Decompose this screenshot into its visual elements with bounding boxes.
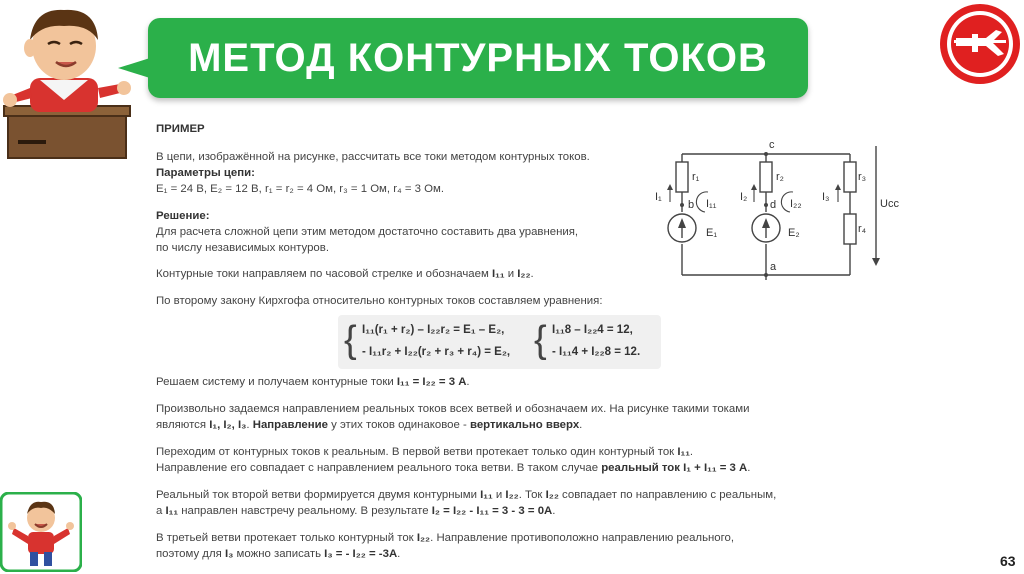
equation-1-left: I₁₁(r₁ + r₂) – I₂₂r₂ = E₁ – E₂, — [362, 324, 505, 336]
solve-text: Решаем систему и получаем контурные токи I₁₁ = I₂₂ = 3 А. — [156, 376, 470, 388]
third-branch-line-2: поэтому для I₃ можно записать I₃ = - I₂₂ = -3А. — [156, 548, 401, 560]
third-branch-line-1: В третьей ветви протекает только контурный ток I₂₂. Направление противоположно направлению реального, — [156, 532, 735, 544]
loop-direction-text: Контурные токи направляем по часовой стрелке и обозначаем I₁₁ и I₂₂. — [156, 268, 534, 280]
left-brace: { — [344, 319, 357, 361]
teacher-illustration — [0, 0, 135, 160]
equations-box — [338, 315, 661, 369]
node-b-label: b — [688, 199, 695, 211]
solution-line-1: Для расчета сложной цепи этим методом достаточно составить два уравнения, — [156, 226, 579, 238]
r3-label: r₃ — [858, 171, 867, 183]
equation-2-left: - I₁₁r₂ + I₂₂(r₂ + r₃ + r₄) = E₂, — [362, 346, 511, 358]
example-header: ПРИМЕР — [156, 123, 205, 135]
slide-title: МЕТОД КОНТУРНЫХ ТОКОВ — [188, 35, 768, 80]
equation-1-right: I₁₁8 – I₂₂4 = 12, — [552, 324, 633, 336]
equation-2-right: - I₁₁4 + I₂₂8 = 12. — [552, 346, 641, 358]
transition-line-1: Переходим от контурных токов к реальным. В первой ветви протекает только один контурный ток I₁₁. — [156, 446, 694, 458]
r2-label: r₂ — [776, 171, 784, 183]
second-branch-line-2: а I₁₁ направлен навстречу реальному. В результате I₂ = I₂₂ - I₁₁ = 3 - 3 = 0А. — [156, 505, 556, 517]
transition-line-2: Направление его совпадает с направлением реального тока ветви. В таком случае реальный ток I₁ + I₁₁ = 3 А. — [156, 462, 751, 474]
ucc-label: Uсс — [880, 198, 899, 210]
arbitrary-line-2: являются I₁, I₂, I₃. Направление у этих токов одинаковое - вертикально вверх. — [156, 419, 583, 431]
slide-number: 63 — [1000, 553, 1016, 569]
i2-label: I₂ — [740, 191, 748, 203]
node-d-label: d — [770, 199, 777, 211]
e1-label: E₁ — [706, 227, 718, 239]
second-branch-line-1: Реальный ток второй ветви формируется двумя контурными I₁₁ и I₂₂. Ток I₂₂ совпадает по направлению с реальным, — [156, 489, 777, 501]
i22-label: I₂₂ — [790, 198, 802, 210]
node-c-label: c — [769, 139, 775, 151]
task-text: В цепи, изображённой на рисунке, рассчитать все токи методом контурных токов. — [156, 151, 590, 163]
params-text: E₁ = 24 В, E₂ = 12 В, r₁ = r₂ = 4 Ом, r₃ = 1 Ом, r₄ = 3 Ом. — [156, 183, 444, 195]
e2-label: E₂ — [788, 227, 800, 239]
i1-label: I₁ — [655, 191, 662, 203]
arbitrary-line-1: Произвольно задаемся направлением реальных токов всех ветвей и обозначаем их. На рисунке такими токами — [156, 403, 750, 415]
r1-label: r₁ — [692, 171, 700, 183]
solution-line-2: по числу независимых контуров. — [156, 242, 329, 254]
solution-header: Решение: — [156, 210, 210, 222]
i3-label: I₃ — [822, 191, 830, 203]
circuit-diagram — [650, 132, 900, 280]
kid-illustration — [0, 492, 82, 572]
right-brace: { — [534, 319, 547, 361]
kirchhoff-text: По второму закону Кирхгофа относительно контурных токов составляем уравнения: — [156, 295, 603, 307]
company-logo — [938, 2, 1022, 86]
params-header: Параметры цепи: — [156, 167, 255, 179]
i11-label: I₁₁ — [706, 198, 717, 210]
node-a-label: a — [770, 261, 777, 273]
r4-label: r₄ — [858, 223, 867, 235]
title-banner — [148, 18, 808, 98]
